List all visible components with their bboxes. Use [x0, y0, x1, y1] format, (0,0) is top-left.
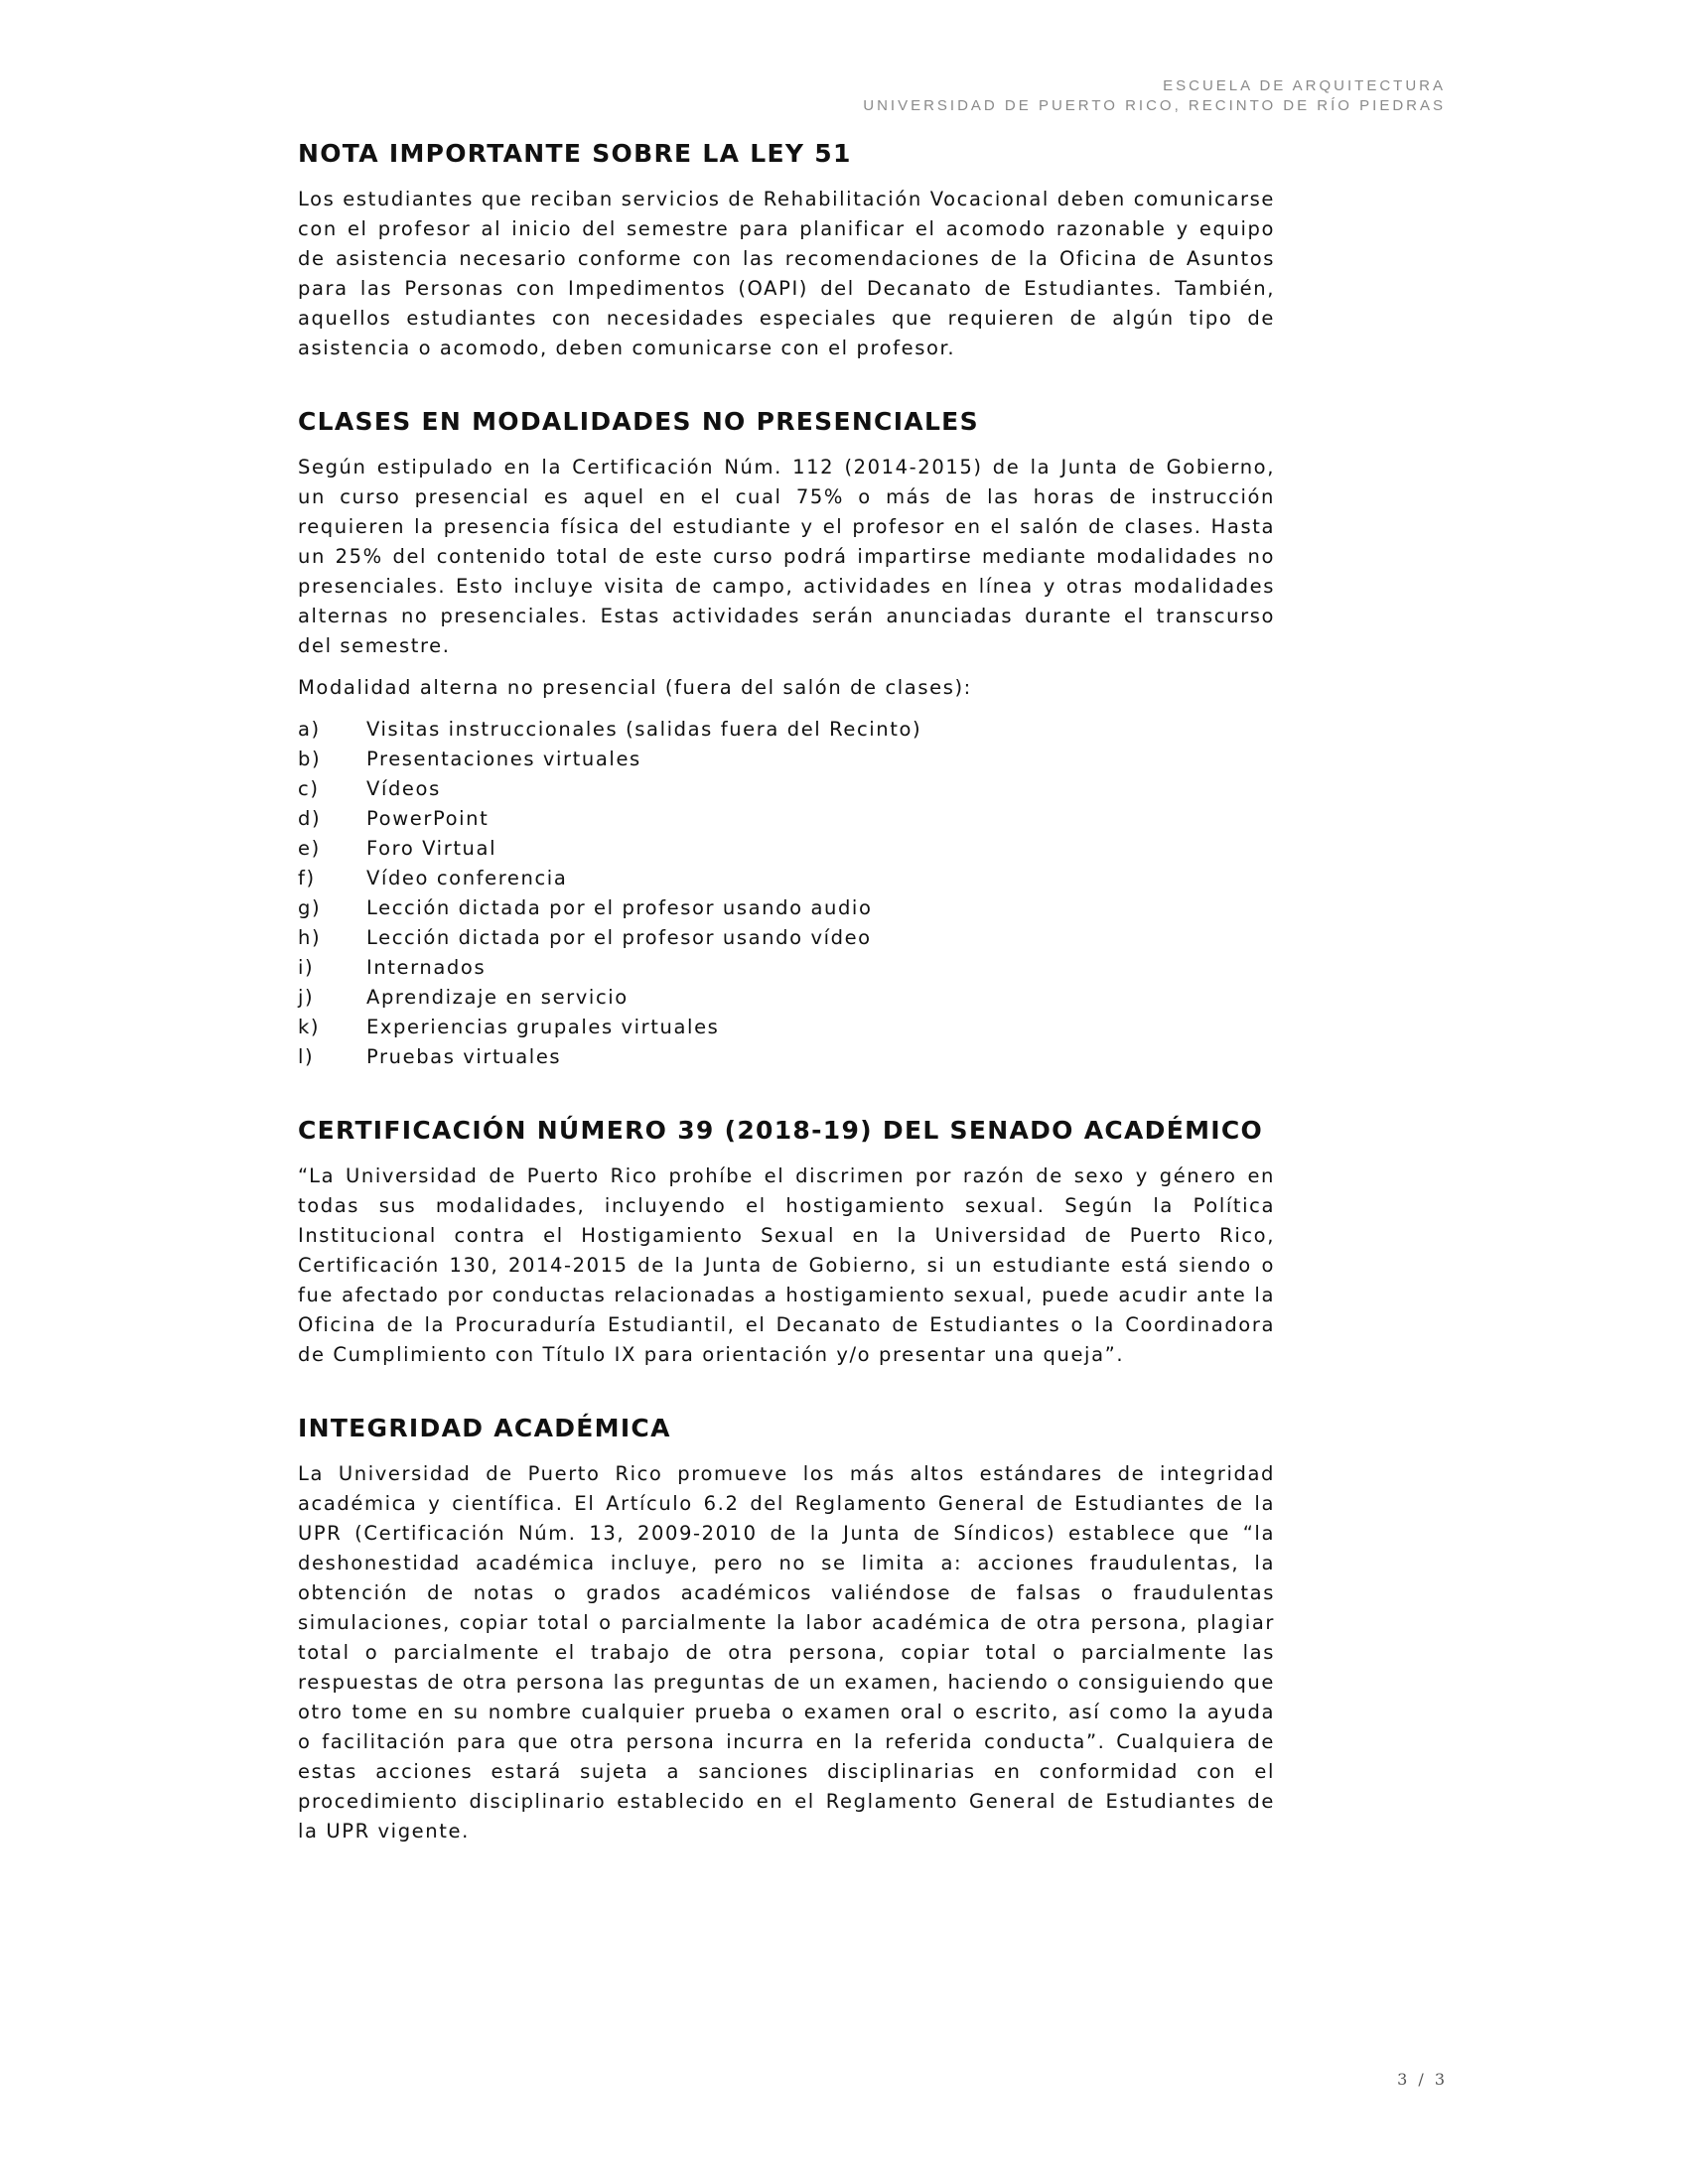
- list-item: [298, 1013, 1275, 1042]
- list-item: [298, 745, 1275, 774]
- list-item: [298, 923, 1275, 953]
- list-item-text: Experiencias grupales virtuales: [366, 1016, 720, 1038]
- list-item-text: Visitas instruccionales (salidas fuera del Recinto): [366, 718, 922, 741]
- list-item-text: Presentaciones virtuales: [366, 748, 641, 770]
- section-body-certificacion-39: “La Universidad de Puerto Rico prohíbe el discrimen por razón de sexo y género en todas sus modalidades, incluyendo el hostigamiento sexual. Según la Política Institucional contra el Hostigamiento Sexual en la Universidad de Puerto Rico, Certificación 130, 2014-2015 de la Junta de Gobierno, si un estudiante está siendo o fue afectado por conductas relacionadas a hostigamiento sexual, puede acudir ante la Oficina de la Procuraduría Estudiantil, el Decanato de Estudiantes o la Coordinadora de Cumplimiento con Título IX para orientación y/o presentar una queja”.: [298, 1164, 1275, 1366]
- list-item: [298, 983, 1275, 1013]
- list-item-text: Aprendizaje en servicio: [366, 986, 629, 1009]
- section-title-certificacion-39: CERTIFICACIÓN NÚMERO 39 (2018-19) DEL SENADO ACADÉMICO: [298, 1116, 1264, 1145]
- page-number: 3 / 3: [1397, 2070, 1448, 2089]
- section-body-ley-51: Los estudiantes que reciban servicios de Rehabilitación Vocacional deben comunicarse con el profesor al inicio del semestre para planificar el acomodo razonable y equipo de asistencia necesario conforme con las recomendaciones de la Oficina de Asuntos para las Personas con Impedimentos (OAPI) del Decanato de Estudiantes. También, aquellos estudiantes con necesidades especiales que requieren de algún tipo de asistencia o acomodo, deben comunicarse con el profesor.: [298, 188, 1275, 359]
- list-item: [298, 953, 1275, 983]
- list-marker: c): [298, 777, 320, 800]
- list-item: [298, 1042, 1275, 1072]
- list-item-text: Internados: [366, 956, 487, 979]
- modalidad-list-intro: Modalidad alterna no presencial (fuera del salón de clases):: [298, 676, 972, 699]
- list-item-text: Vídeo conferencia: [366, 867, 568, 889]
- section-no-presenciales: [298, 405, 1275, 1072]
- list-item: [298, 864, 1275, 893]
- list-marker: k): [298, 1016, 321, 1038]
- list-item-text: PowerPoint: [366, 807, 490, 830]
- list-marker: e): [298, 837, 321, 860]
- list-item: [298, 804, 1275, 834]
- list-marker: g): [298, 896, 322, 919]
- list-item-text: Foro Virtual: [366, 837, 497, 860]
- section-title-ley-51: NOTA IMPORTANTE SOBRE LA LEY 51: [298, 139, 852, 168]
- list-marker: l): [298, 1045, 315, 1068]
- section-title-integridad-academica: INTEGRIDAD ACADÉMICA: [298, 1414, 671, 1442]
- list-item: [298, 774, 1275, 804]
- header-school: ESCUELA DE ARQUITECTURA: [1163, 77, 1446, 94]
- document-body: [298, 137, 1275, 1888]
- section-integridad-academica: [298, 1412, 1275, 1846]
- list-item: [298, 893, 1275, 923]
- list-marker: b): [298, 748, 322, 770]
- section-ley-51: [298, 137, 1275, 363]
- list-item: [298, 715, 1275, 745]
- list-item: [298, 834, 1275, 864]
- section-body-integridad-academica: La Universidad de Puerto Rico promueve los más altos estándares de integridad académica y científica. El Artículo 6.2 del Reglamento General de Estudiantes de la UPR (Certificación Núm. 13, 2009-2010 de la Junta de Síndicos) establece que “la deshonestidad académica incluye, pero no se limita a: acciones fraudulentas, la obtención de notas o grados académicos valiéndose de falsas o fraudulentas simulaciones, copiar total o parcialmente la labor académica de otra persona, plagiar total o parcialmente el trabajo de otra persona, copiar total o parcialmente las respuestas de otra persona las preguntas de un examen, haciendo o consiguiendo que otro tome en su nombre cualquier prueba o examen oral o escrito, así como la ayuda o facilitación para que otra persona incurra en la referida conducta”. Cualquiera de estas acciones estará sujeta a sanciones disciplinarias en conformidad con el procedimiento disciplinario establecido en el Reglamento General de Estudiantes de la UPR vigente.: [298, 1462, 1275, 1843]
- list-marker: d): [298, 807, 322, 830]
- header-university: UNIVERSIDAD DE PUERTO RICO, RECINTO DE RÍO PIEDRAS: [863, 97, 1446, 114]
- list-marker: f): [298, 867, 316, 889]
- list-item-text: Lección dictada por el profesor usando vídeo: [366, 926, 872, 949]
- list-marker: a): [298, 718, 321, 741]
- list-item-text: Pruebas virtuales: [366, 1045, 562, 1068]
- list-marker: h): [298, 926, 322, 949]
- page-header: [863, 76, 1446, 116]
- list-item-text: Lección dictada por el profesor usando audio: [366, 896, 873, 919]
- list-marker: i): [298, 956, 315, 979]
- modalidad-list: [298, 715, 1275, 1072]
- section-body-no-presenciales: Según estipulado en la Certificación Núm. 112 (2014-2015) de la Junta de Gobierno, un curso presencial es aquel en el cual 75% o más de las horas de instrucción requieren la presencia física del estudiante y el profesor en el salón de clases. Hasta un 25% del contenido total de este curso podrá impartirse mediante modalidades no presenciales. Esto incluye visita de campo, actividades en línea y otras modalidades alternas no presenciales. Estas actividades serán anunciadas durante el transcurso del semestre.: [298, 456, 1275, 657]
- section-title-no-presenciales: CLASES EN MODALIDADES NO PRESENCIALES: [298, 407, 979, 436]
- section-certificacion-39: [298, 1114, 1275, 1370]
- list-marker: j): [298, 986, 315, 1009]
- list-item-text: Vídeos: [366, 777, 441, 800]
